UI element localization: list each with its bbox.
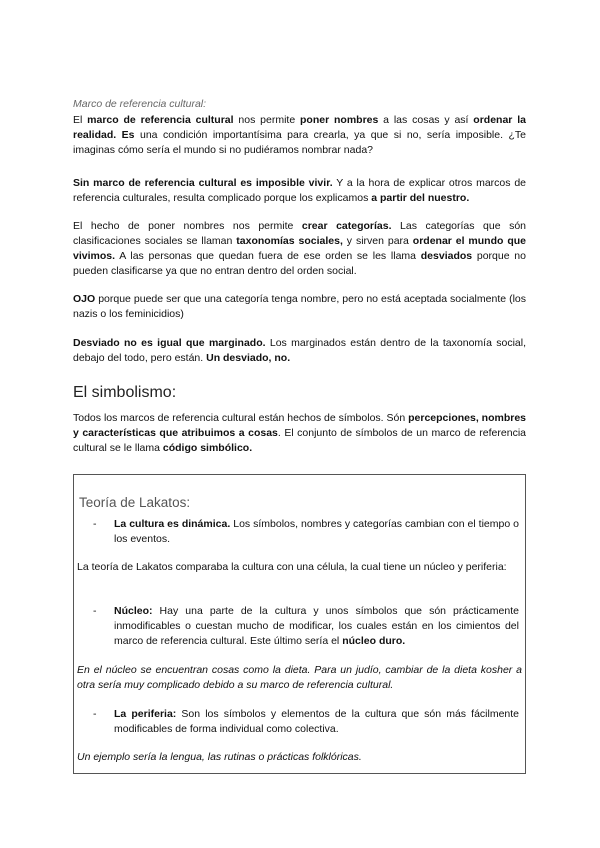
bold-text: código simbólico.	[162, 442, 253, 454]
bold-text: Sin marco de referencia cultural es imposible vivir.	[73, 177, 333, 189]
text: Son los símbolos y elementos de la cultura que són más fácilmente modificables de forma individual como colectiva.	[114, 708, 520, 735]
paragraph-sin-marco	[73, 176, 526, 206]
bold-text: OJO	[73, 293, 96, 305]
paragraph-marco	[73, 113, 526, 158]
bold-text: núcleo duro.	[342, 635, 406, 647]
text: Y a la hora de explicar otros marcos de referencia culturales, resulta complicado porque los explicamos	[73, 177, 526, 204]
text: nos permite	[233, 114, 300, 126]
bold-text: Es	[121, 129, 135, 141]
bullet-item-dinamica	[114, 517, 519, 547]
bold-text: Desviado no es igual que marginado.	[73, 337, 266, 349]
bullet-marker: -	[93, 518, 97, 530]
paragraph-categorias	[73, 219, 526, 279]
italic-note-nucleo: En el núcleo se encuentran cosas como la dieta. Para un judío, cambiar de la dieta kosher a otra sería muy complicado debido a su marco de referencia cultural.	[77, 664, 522, 691]
text: porque puede ser que una categoría tenga nombre, pero no está aceptada socialmente (los nazis o los feminicidios)	[73, 293, 526, 320]
text: Los marginados están dentro de la taxonomía social, debajo del todo, pero están.	[73, 337, 526, 364]
bold-text: desviados	[420, 250, 473, 262]
italic-note-periferia: Un ejemplo sería la lengua, las rutinas o prácticas folklóricas.	[77, 751, 362, 763]
bullet-item-nucleo	[114, 604, 519, 649]
bullet-marker: -	[93, 708, 97, 720]
text: A las personas que quedan fuera de ese orden se les llama	[115, 250, 421, 262]
text: una condición importantísima para crearla, ya que si no, sería imposible. ¿Te imaginas cómo sería el mundo si no pudiéramos nombrar nada?	[73, 129, 526, 156]
bold-text: marco de referencia cultural	[87, 114, 234, 126]
text: El	[73, 114, 88, 126]
bold-text: percepciones, nombres y características que atribuimos a cosas	[73, 412, 527, 439]
paragraph-desviado	[73, 336, 526, 366]
bold-text: Un desviado, no.	[206, 352, 291, 364]
bold-text: Núcleo:	[114, 605, 153, 617]
paragraph-simbolos	[73, 411, 526, 456]
bold-text: ordenar la realidad.	[73, 114, 526, 141]
text: . El conjunto de símbolos de un marco de referencia cultural se le llama	[73, 427, 526, 454]
section-subtitle: Marco de referencia cultural:	[73, 98, 207, 110]
bullet-marker: -	[93, 605, 97, 617]
bold-text: taxonomías sociales,	[236, 235, 343, 247]
text: Todos los marcos de referencia cultural están hechos de símbolos. Són	[73, 412, 409, 424]
paragraph-ojo	[73, 292, 526, 322]
text: El hecho de poner nombres nos permite	[73, 220, 302, 232]
bold-text: ordenar el mundo que vivimos.	[73, 235, 526, 262]
lakatos-box	[73, 474, 526, 774]
bullet-item-periferia	[114, 707, 519, 737]
bold-text: La periferia:	[114, 708, 177, 720]
text: Hay una parte de la cultura y unos símbolos que són prácticamente inmodificables o cuestan mucho de modificar, los cuales están en los cimientos del marco de referencia cultural. Este último sería el	[114, 605, 519, 647]
text: Las categorías que són clasificaciones sociales se llaman	[73, 220, 526, 247]
text: y sirven para	[342, 235, 413, 247]
box-title: Teoría de Lakatos:	[79, 495, 191, 510]
text: Los símbolos, nombres y categorías cambian con el tiempo o los eventos.	[114, 518, 519, 545]
bold-text: poner nombres	[300, 114, 379, 126]
bold-text: crear categorías.	[301, 220, 392, 232]
text: a las cosas y así	[378, 114, 474, 126]
bold-text: a partir del nuestro.	[371, 192, 470, 204]
paragraph-celula: La teoría de Lakatos comparaba la cultura con una célula, la cual tiene un núcleo y periferia:	[77, 561, 507, 573]
section-heading-simbolismo: El simbolismo:	[73, 384, 177, 401]
bold-text: La cultura es dinámica.	[114, 518, 231, 530]
text: porque no pueden clasificarse ya que no entran dentro del orden social.	[73, 250, 526, 277]
